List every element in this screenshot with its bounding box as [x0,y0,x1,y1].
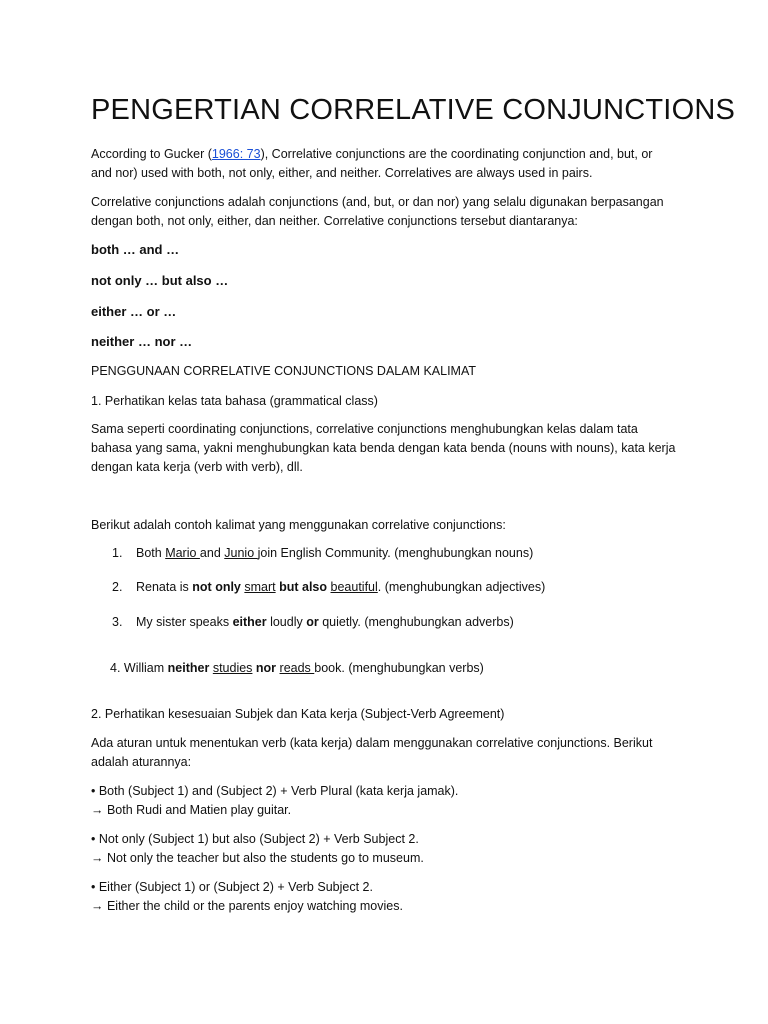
rule-2-example: → Not only the teacher but also the students go to museum. [91,851,424,865]
rule-1-bullet: • Both (Subject 1) and (Subject 2) + Verb Plural (kata kerja jamak). [91,784,459,798]
pattern-not-only-but-also: not only … but also … [91,273,229,288]
section-heading: PENGGUNAAN CORRELATIVE CONJUNCTIONS DALAM KALIMAT [91,364,477,378]
rule-not-only-but-also [91,830,424,868]
example-2-adjective-1: smart [244,580,276,594]
rules-intro-line2: adalah aturannya: [91,755,192,769]
explanation-line2: bahasa yang sama, yakni menghubungkan kata benda dengan kata benda (nouns with nouns), kata kerja [91,441,676,455]
definition-line1: Correlative conjunctions adalah conjunctions (and, but, or dan nor) yang selalu digunakan berpasangan [91,195,664,209]
explanation-paragraph [91,420,691,477]
example-1-number: 1. [112,546,123,560]
rule-1-example: → Both Rudi and Matien play guitar. [91,803,292,817]
example-1 [112,546,533,560]
example-1-subject-2: Junio [224,546,258,560]
example-3-number: 3. [112,615,123,629]
example-3-conj-2: or [306,615,319,629]
example-4-text-a: 4. William [110,661,168,675]
example-1-text-a: Both [136,546,166,560]
point-1-heading: 1. Perhatikan kelas tata bahasa (grammatical class) [91,394,378,408]
example-2-conj-1: not only [192,580,241,594]
example-4 [110,661,484,675]
example-4-text-c: book. (menghubungkan verbs) [314,661,484,675]
explanation-line3: dengan kata kerja (verb with verb), dll. [91,460,303,474]
example-3-text-c: loudly [266,615,307,629]
example-3-conj-1: either [232,615,267,629]
rule-3-example: → Either the child or the parents enjoy watching movies. [91,899,403,913]
rule-both-and [91,782,458,820]
explanation-line1: Sama seperti coordinating conjunctions, correlative conjunctions menghubungkan kelas dalam tata [91,422,638,436]
pattern-both-and: both … and … [91,242,180,257]
rule-2-bullet: • Not only (Subject 1) but also (Subject 2) + Verb Subject 2. [91,832,419,846]
intro-text-line2: and nor) used with both, not only, either, and neither. Correlatives are always used in pairs. [91,166,593,180]
example-3-text-d: quietly. (menghubungkan adverbs) [318,615,514,629]
example-4-conj-1: neither [167,661,210,675]
intro-paragraph [91,145,691,183]
example-2-adjective-2: beautiful [330,580,378,594]
example-3-text-a: My sister speaks [136,615,233,629]
rules-intro-line1: Ada aturan untuk menentukan verb (kata kerja) dalam menggunakan correlative conjunctions. Berikut [91,736,653,750]
point-2-heading: 2. Perhatikan kesesuaian Subjek dan Kata kerja (Subject-Verb Agreement) [91,707,505,721]
intro-text-pre: According to Gucker ( [91,147,212,161]
page-title: PENGERTIAN CORRELATIVE CONJUNCTIONS [91,94,736,126]
rule-either-or [91,878,403,916]
example-3 [112,615,514,629]
example-1-text-c: join English Community. (menghubungkan nouns) [257,546,534,560]
example-2-number: 2. [112,580,123,594]
example-2 [112,580,545,594]
citation-link[interactable]: 1966: 73 [211,147,261,161]
example-2-text-c: . (menghubungkan adjectives) [377,580,546,594]
rule-3-bullet: • Either (Subject 1) or (Subject 2) + Verb Subject 2. [91,880,373,894]
example-4-verb-2: reads [279,661,315,675]
example-4-verb-1: studies [212,661,253,675]
definition-paragraph [91,193,691,231]
pattern-either-or: either … or … [91,304,177,319]
example-2-text-a: Renata is [136,580,193,594]
example-4-conj-2: nor [252,661,277,675]
examples-intro: Berikut adalah contoh kalimat yang menggunakan correlative conjunctions: [91,518,506,532]
pattern-neither-nor: neither … nor … [91,334,193,349]
example-1-subject-1: Mario [165,546,200,560]
rules-intro-paragraph [91,734,691,772]
example-2-conj-2: but also [275,580,328,594]
intro-text-post: ), Correlative conjunctions are the coordinating conjunction and, but, or [260,147,653,161]
example-1-text-b: and [199,546,225,560]
definition-line2: dengan both, not only, either, dan neither. Correlative conjunctions tersebut diantaranya: [91,214,578,228]
